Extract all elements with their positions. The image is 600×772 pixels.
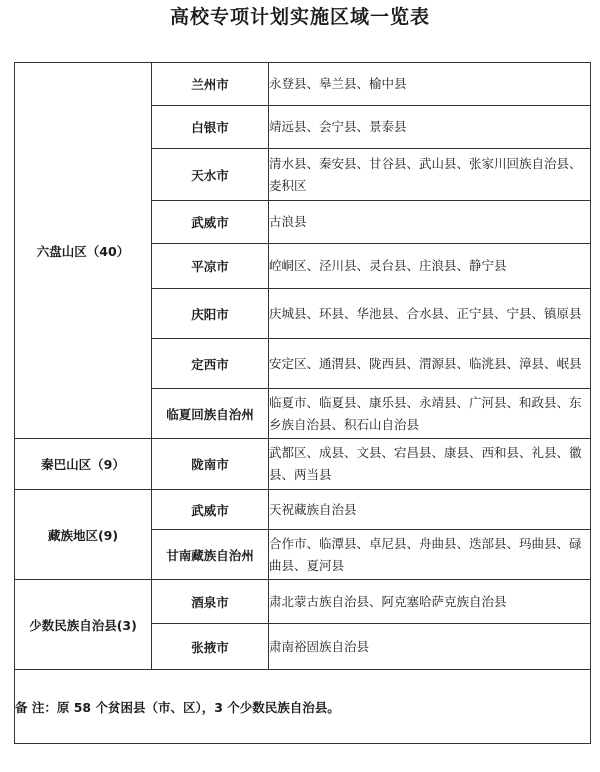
counties-cell: 庆城县、环县、华池县、合水县、正宁县、宁县、镇原县 <box>269 289 591 339</box>
table-row <box>15 63 591 106</box>
counties-cell: 天祝藏族自治县 <box>269 490 591 530</box>
city-cell: 甘南藏族自治州 <box>152 530 269 580</box>
counties-cell: 合作市、临潭县、卓尼县、舟曲县、迭部县、玛曲县、碌曲县、夏河县 <box>269 530 591 580</box>
table-row <box>15 490 591 530</box>
region-cell: 藏族地区(9) <box>15 490 152 580</box>
city-cell: 武威市 <box>152 490 269 530</box>
region-table <box>14 62 591 744</box>
counties-cell: 肃北蒙古族自治县、阿克塞哈萨克族自治县 <box>269 580 591 624</box>
city-cell: 陇南市 <box>152 439 269 490</box>
counties-cell: 清水县、秦安县、甘谷县、武山县、张家川回族自治县、麦积区 <box>269 149 591 201</box>
counties-cell: 靖远县、会宁县、景泰县 <box>269 106 591 149</box>
counties-cell: 永登县、皋兰县、榆中县 <box>269 63 591 106</box>
note-row <box>15 670 591 744</box>
city-cell: 平凉市 <box>152 244 269 289</box>
city-cell: 庆阳市 <box>152 289 269 339</box>
region-cell: 秦巴山区（9） <box>15 439 152 490</box>
note-text: 备 注：原 58 个贫困县（市、区），3 个少数民族自治县。 <box>15 670 591 744</box>
region-cell: 少数民族自治县(3) <box>15 580 152 670</box>
city-cell: 定西市 <box>152 339 269 389</box>
table-row <box>15 580 591 624</box>
table-row <box>15 439 591 490</box>
city-cell: 兰州市 <box>152 63 269 106</box>
counties-cell: 临夏市、临夏县、康乐县、永靖县、广河县、和政县、东乡族自治县、积石山自治县 <box>269 389 591 439</box>
city-cell: 临夏回族自治州 <box>152 389 269 439</box>
counties-cell: 武都区、成县、文县、宕昌县、康县、西和县、礼县、徽县、两当县 <box>269 439 591 490</box>
counties-cell: 肃南裕固族自治县 <box>269 624 591 670</box>
city-cell: 白银市 <box>152 106 269 149</box>
city-cell: 张掖市 <box>152 624 269 670</box>
page-title: 高校专项计划实施区域一览表 <box>169 6 430 28</box>
city-cell: 酒泉市 <box>152 580 269 624</box>
counties-cell: 古浪县 <box>269 201 591 244</box>
region-cell: 六盘山区（40） <box>15 63 152 439</box>
city-cell: 武威市 <box>152 201 269 244</box>
counties-cell: 崆峒区、泾川县、灵台县、庄浪县、静宁县 <box>269 244 591 289</box>
counties-cell: 安定区、通渭县、陇西县、渭源县、临洮县、漳县、岷县 <box>269 339 591 389</box>
city-cell: 天水市 <box>152 149 269 201</box>
